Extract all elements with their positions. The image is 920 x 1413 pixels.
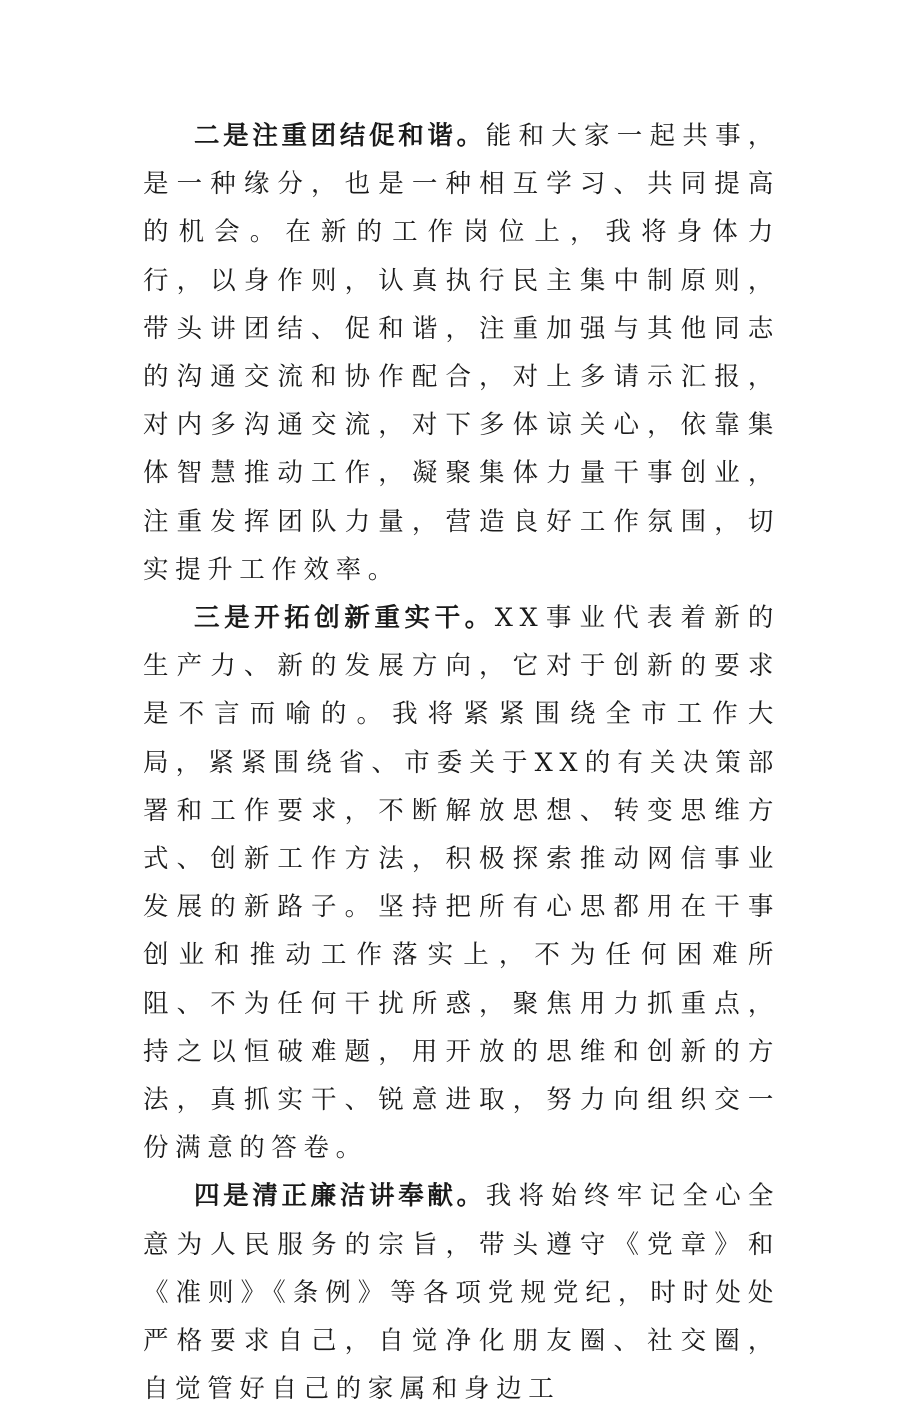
paragraph-unity — [143, 112, 780, 594]
paragraph-innovation — [143, 594, 780, 1172]
document-page — [143, 112, 780, 1413]
paragraph-heading: 三是开拓创新重实干。 — [194, 603, 495, 634]
paragraph-heading: 二是注重团结促和谐。 — [194, 121, 486, 151]
paragraph-text: XX事业代表着新的生产力、新的发展方向，它对于创新的要求是不言而喻的。我将紧紧围绕全市工作大局，紧紧围绕省、市委关于XX的有关决策部署和工作要求，不断解放思想、转变思维方式、创新工作方法，积极探索推动网信事业发展的新路子。坚持把所有心思都用在干事创业和推动工作落实上，不为任何困难所阻、不为任何干扰所惑，聚焦用力抓重点，持之以恒破难题，用开放的思维和创新的方法，真抓实干、锐意进取，努力向组织交一份满意的答卷。 — [143, 603, 780, 1164]
paragraph-heading: 四是清正廉洁讲奉献。 — [194, 1181, 486, 1212]
paragraph-integrity — [143, 1172, 780, 1413]
paragraph-text: 能和大家一起共事，是一种缘分，也是一种相互学习、共同提高的机会。在新的工作岗位上，我将身体力行，以身作则，认真执行民主集中制原则，带头讲团结、促和谐，注重加强与其他同志的沟通交流和协作配合，对上多请示汇报，对内多沟通交流，对下多体谅关心，依靠集体智慧推动工作，凝聚集体力量干事创业，注重发挥团队力量，营造良好工作氛围，切实提升工作效率。 — [143, 121, 780, 585]
paragraph-text: 我将始终牢记全心全意为人民服务的宗旨，带头遵守《党章》和《准则》《条例》等各项党规党纪，时时处处严格要求自己，自觉净化朋友圈、社交圈，自觉管好自己的家属和身边工 — [143, 1181, 780, 1405]
